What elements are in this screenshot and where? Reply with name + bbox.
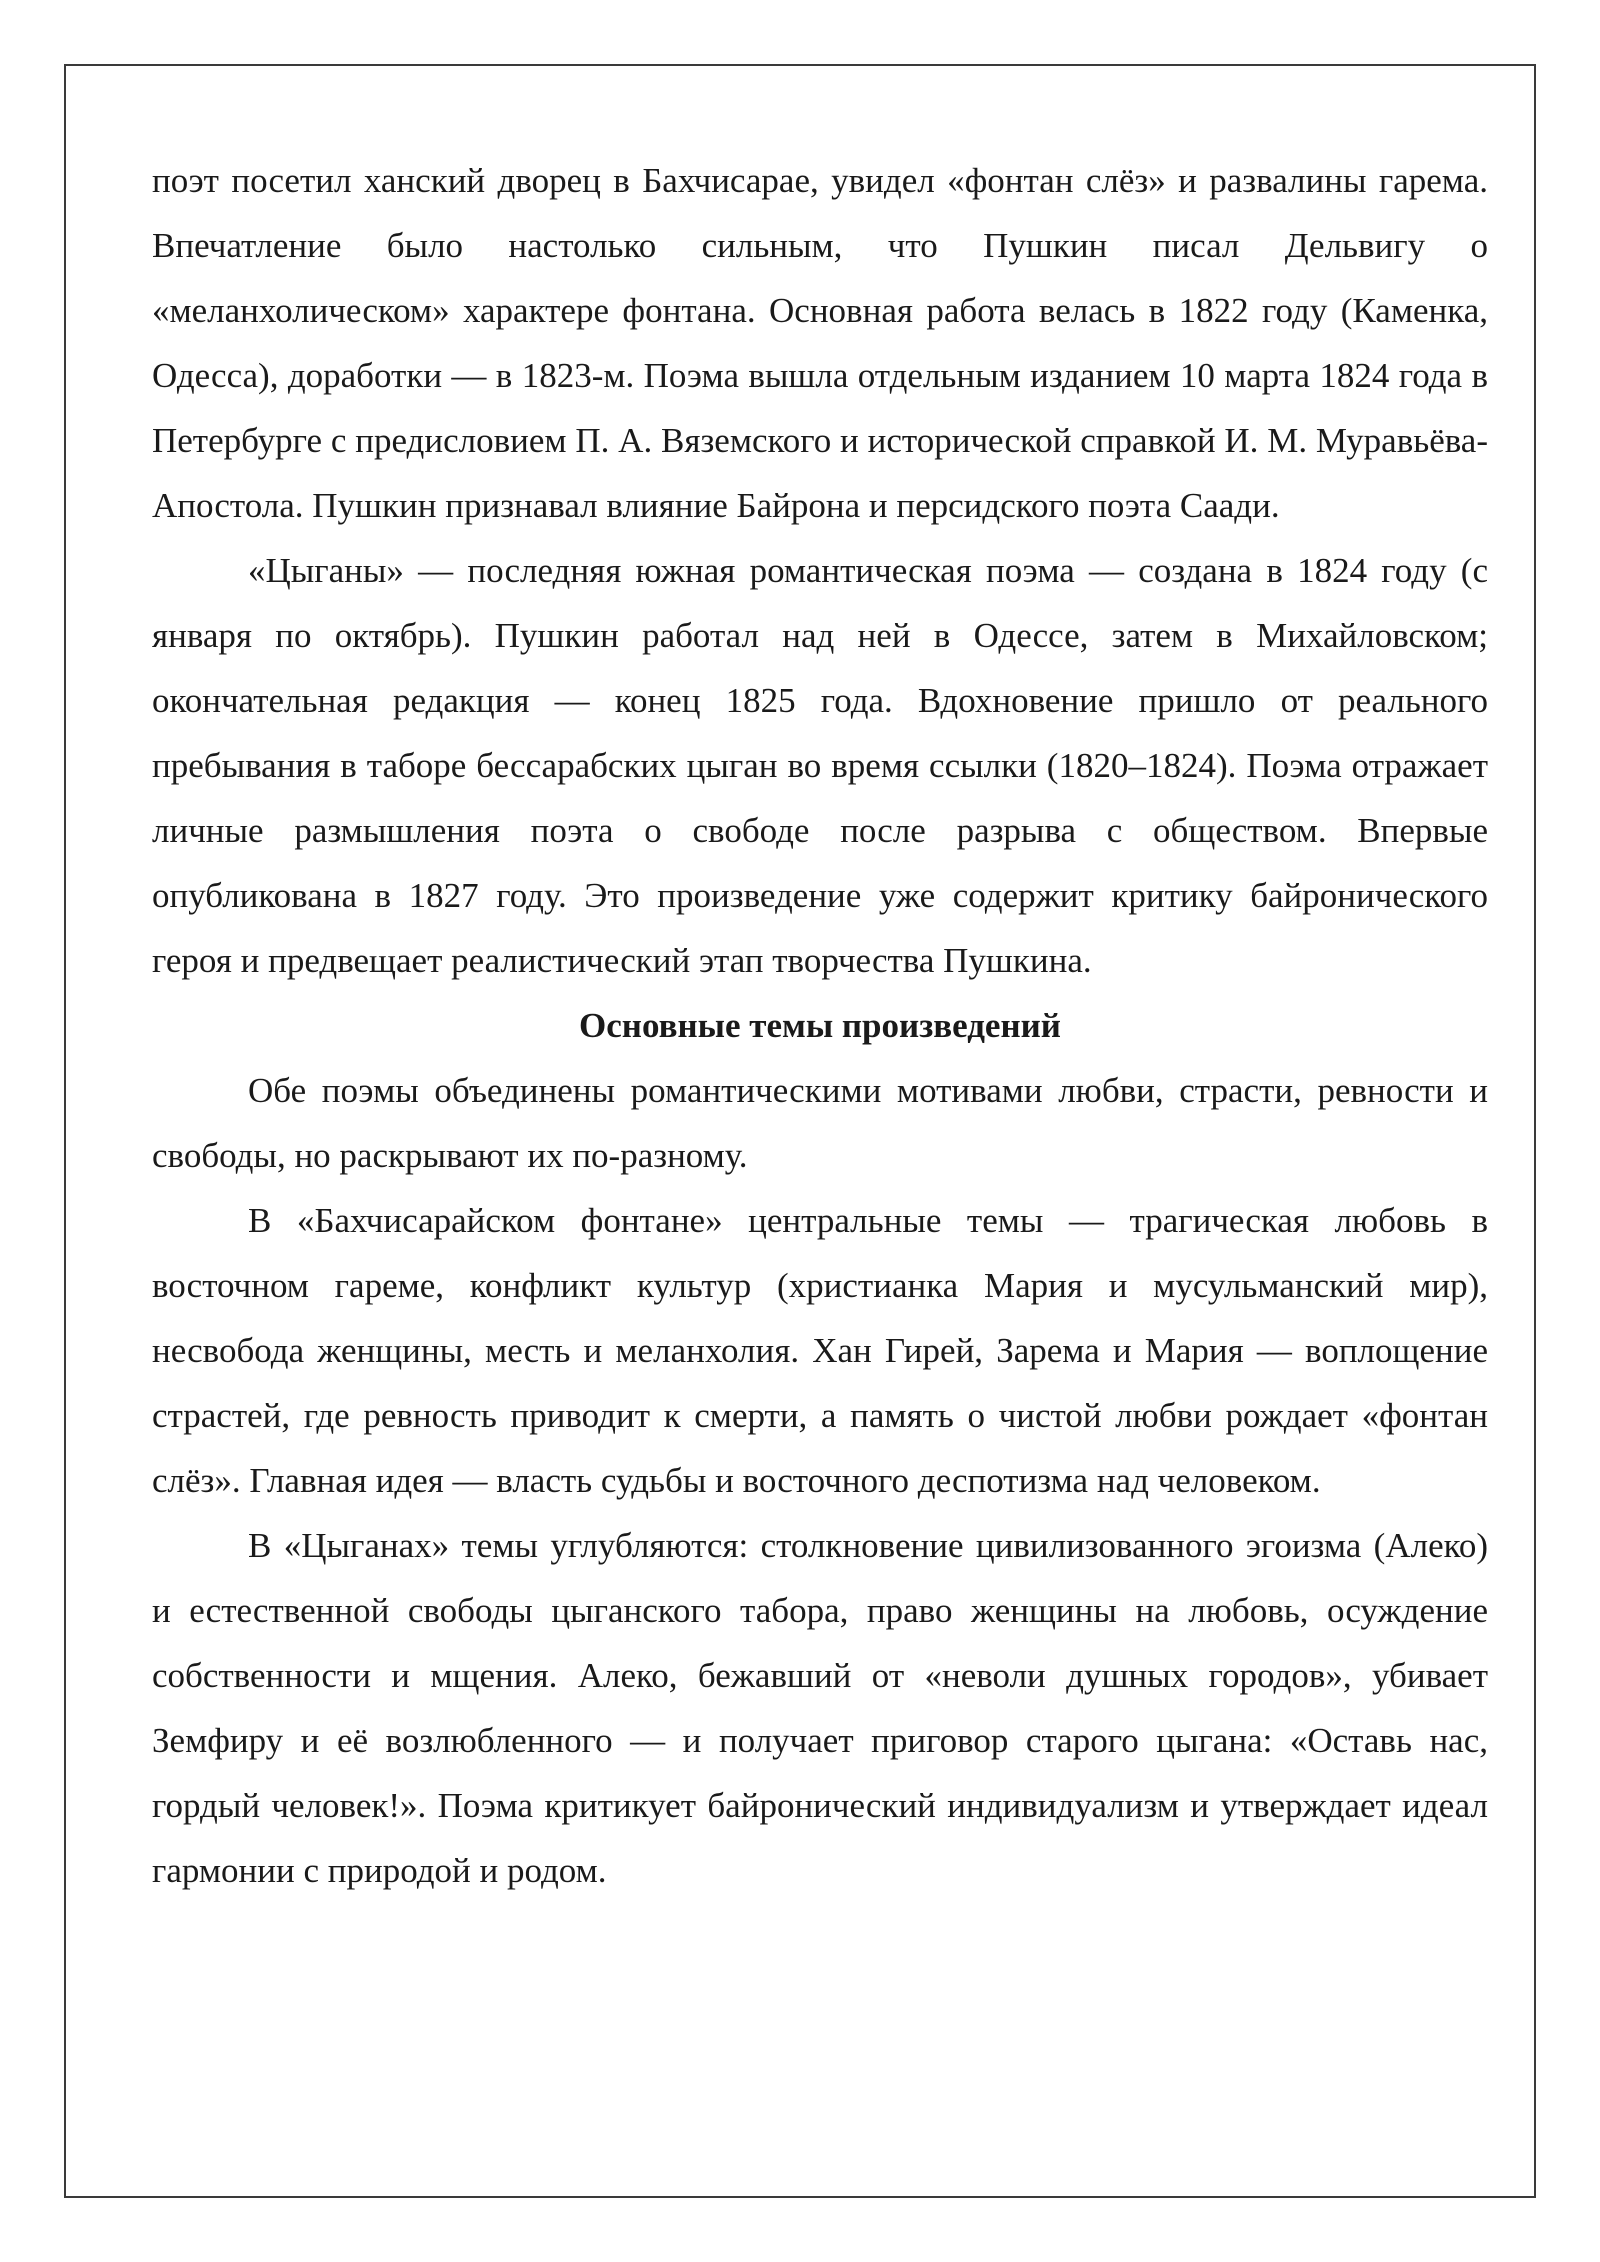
document-body [152, 148, 1488, 1903]
paragraph-gypsies-history: «Цыганы» — последняя южная романтическая поэма — создана в 1824 году (с января по октябрь). Пушкин работал над ней в Одессе, затем в Михайловском; окончательная редакция — конец 1825 года. Вдохновение пришло от реального пребывания в таборе бессарабских цыган во время ссылки (1820–1824). Поэма отражает личные размышления поэта о свободе после разрыва с обществом. Впервые опубликована в 1827 году. Это произведение уже содержит критику байронического героя и предвещает реалистический этап творчества Пушкина. [152, 551, 1488, 980]
paragraph-fountain-themes: В «Бахчисарайском фонтане» центральные темы — трагическая любовь в восточном гареме, конфликт культур (христианка Мария и мусульманский мир), несвобода женщины, месть и меланхолия. Хан Гирей, Зарема и Мария — воплощение страстей, где ревность приводит к смерти, а память о чистой любви рождает «фонтан слёз». Главная идея — власть судьбы и восточного деспотизма над человеком. [152, 1201, 1488, 1500]
paragraph-common-themes: Обе поэмы объединены романтическими мотивами любви, страсти, ревности и свободы, но раскрывают их по-разному. [152, 1071, 1488, 1175]
section-heading: Основные темы произведений [579, 1006, 1061, 1045]
paragraph-gypsies-themes: В «Цыганах» темы углубляются: столкновение цивилизованного эгоизма (Алеко) и естественной свободы цыганского табора, право женщины на любовь, осуждение собственности и мщения. Алеко, бежавший от «неволи душных городов», убивает Земфиру и её возлюбленного — и получает приговор старого цыгана: «Оставь нас, гордый человек!». Поэма критикует байронический индивидуализм и утверждает идеал гармонии с природой и родом. [152, 1526, 1488, 1890]
paragraph-bakhchisaray-history: поэт посетил ханский дворец в Бахчисарае, увидел «фонтан слёз» и развалины гарема. Впечатление было настолько сильным, что Пушкин писал Дельвигу о «меланхолическом» характере фонтана. Основная работа велась в 1822 году (Каменка, Одесса), доработки — в 1823-м. Поэма вышла отдельным изданием 10 марта 1824 года в Петербурге с предисловием П. А. Вяземского и исторической справкой И. М. Муравьёва-Апостола. Пушкин признавал влияние Байрона и персидского поэта Саади. [152, 161, 1488, 525]
